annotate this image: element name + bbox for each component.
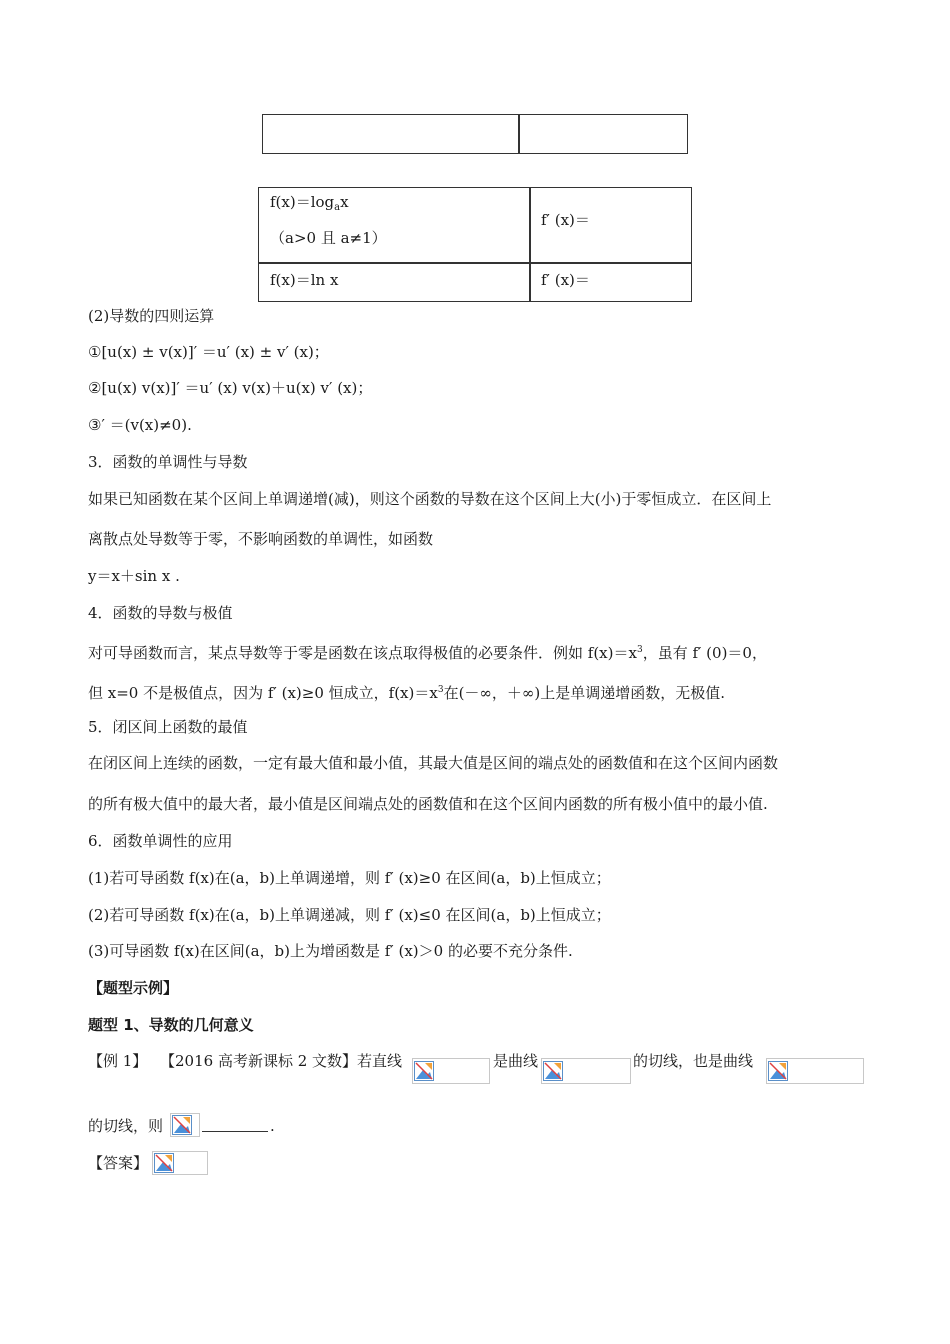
rule-sum: ①[u(x) ± v(x)]′ ＝u′ (x) ± v′ (x)； xyxy=(88,343,329,361)
example1-mid2: 的切线，也是曲线 xyxy=(633,1052,754,1070)
example1-label: 【例 1】 xyxy=(88,1052,148,1070)
section6-item1: (1)若可导函数 f(x)在(a，b)上单调递增，则 f′ (x)≥0 在区间(a，b)上恒成立； xyxy=(88,869,611,887)
section3-para-line3: y＝x＋sin x . xyxy=(88,567,180,585)
answer-blank-underline xyxy=(202,1131,268,1132)
formula-image-b xyxy=(170,1113,200,1137)
formula-image-line xyxy=(412,1058,490,1084)
top-table-right-cell xyxy=(518,114,688,154)
example1-mid1: 是曲线 xyxy=(493,1052,539,1070)
section5-heading: 5．闭区间上函数的最值 xyxy=(88,718,248,736)
answer-label: 【答案】 xyxy=(88,1154,149,1172)
section6-item3: (3)可导函数 f(x)在区间(a，b)上为增函数是 f′ (x)＞0 的必要不充分条件. xyxy=(88,942,573,960)
section6-heading: 6．函数单调性的应用 xyxy=(88,832,233,850)
ln-func-label: f(x)＝ln x xyxy=(270,271,339,289)
broken-image-icon xyxy=(768,1061,788,1081)
example1-line2: 的切线，则 xyxy=(88,1117,164,1135)
broken-image-icon xyxy=(543,1061,563,1081)
section4-line1: 对可导函数而言，某点导数等于零是函数在该点取得极值的必要条件．例如 $f(x)=x^3$，虽有 f′ (0)＝0， xyxy=(88,644,767,662)
examples-heading: 【题型示例】 xyxy=(88,979,179,997)
log-derivative-blank: f′ (x)＝ xyxy=(541,211,590,229)
formula-image-curve2 xyxy=(766,1058,864,1084)
broken-image-icon xyxy=(414,1061,434,1081)
section3-para-line2: 离散点处导数等于零，不影响函数的单调性，如函数 xyxy=(88,530,434,548)
answer-image xyxy=(152,1151,208,1175)
section2-heading: (2)导数的四则运算 xyxy=(88,307,215,325)
broken-image-icon xyxy=(172,1115,192,1135)
top-table-left-cell xyxy=(262,114,520,154)
section3-para-line1: 如果已知函数在某个区间上单调递增(减)，则这个函数的导数在这个区间上大(小)于零恒成立．在区间上 xyxy=(88,490,772,508)
type1-heading: 题型 1、导数的几何意义 xyxy=(88,1016,254,1034)
section4-heading: 4．函数的导数与极值 xyxy=(88,604,233,622)
section6-item2: (2)若可导函数 f(x)在(a，b)上单调递减，则 f′ (x)≤0 在区间(a，b)上恒成立； xyxy=(88,906,611,924)
section5-line2: 的所有极大值中的最大者，最小值是区间端点处的函数值和在这个区间内函数的所有极小值中的最小值. xyxy=(88,795,768,813)
broken-image-icon xyxy=(154,1153,174,1173)
section3-heading: 3．函数的单调性与导数 xyxy=(88,453,248,471)
formula-image-curve1 xyxy=(541,1058,631,1084)
log-func-condition: （a>0 且 a≠1） xyxy=(270,229,387,247)
log-func-label: $f(x)=\log_ax$ xyxy=(270,193,349,213)
section5-line1: 在闭区间上连续的函数，一定有最大值和最小值，其最大值是区间的端点处的函数值和在这个区间内函数 xyxy=(88,754,779,772)
example1-line2-end: . xyxy=(270,1117,275,1135)
example1-source: 【2016 高考新课标 2 文数】若直线 xyxy=(160,1052,403,1070)
section4-line2: 但 x=0 不是极值点，因为 f′ (x)≥0 恒成立，$f(x)=x^3$在(－∞，＋∞)上是单调递增函数，无极值. xyxy=(88,684,726,702)
ln-derivative-blank: f′ (x)＝ xyxy=(541,271,590,289)
rule-quotient: ③′ ＝(v(x)≠0). xyxy=(88,416,192,434)
rule-product: ②[u(x) v(x)]′ ＝u′ (x) v(x)＋u(x) v′ (x)； xyxy=(88,379,373,397)
